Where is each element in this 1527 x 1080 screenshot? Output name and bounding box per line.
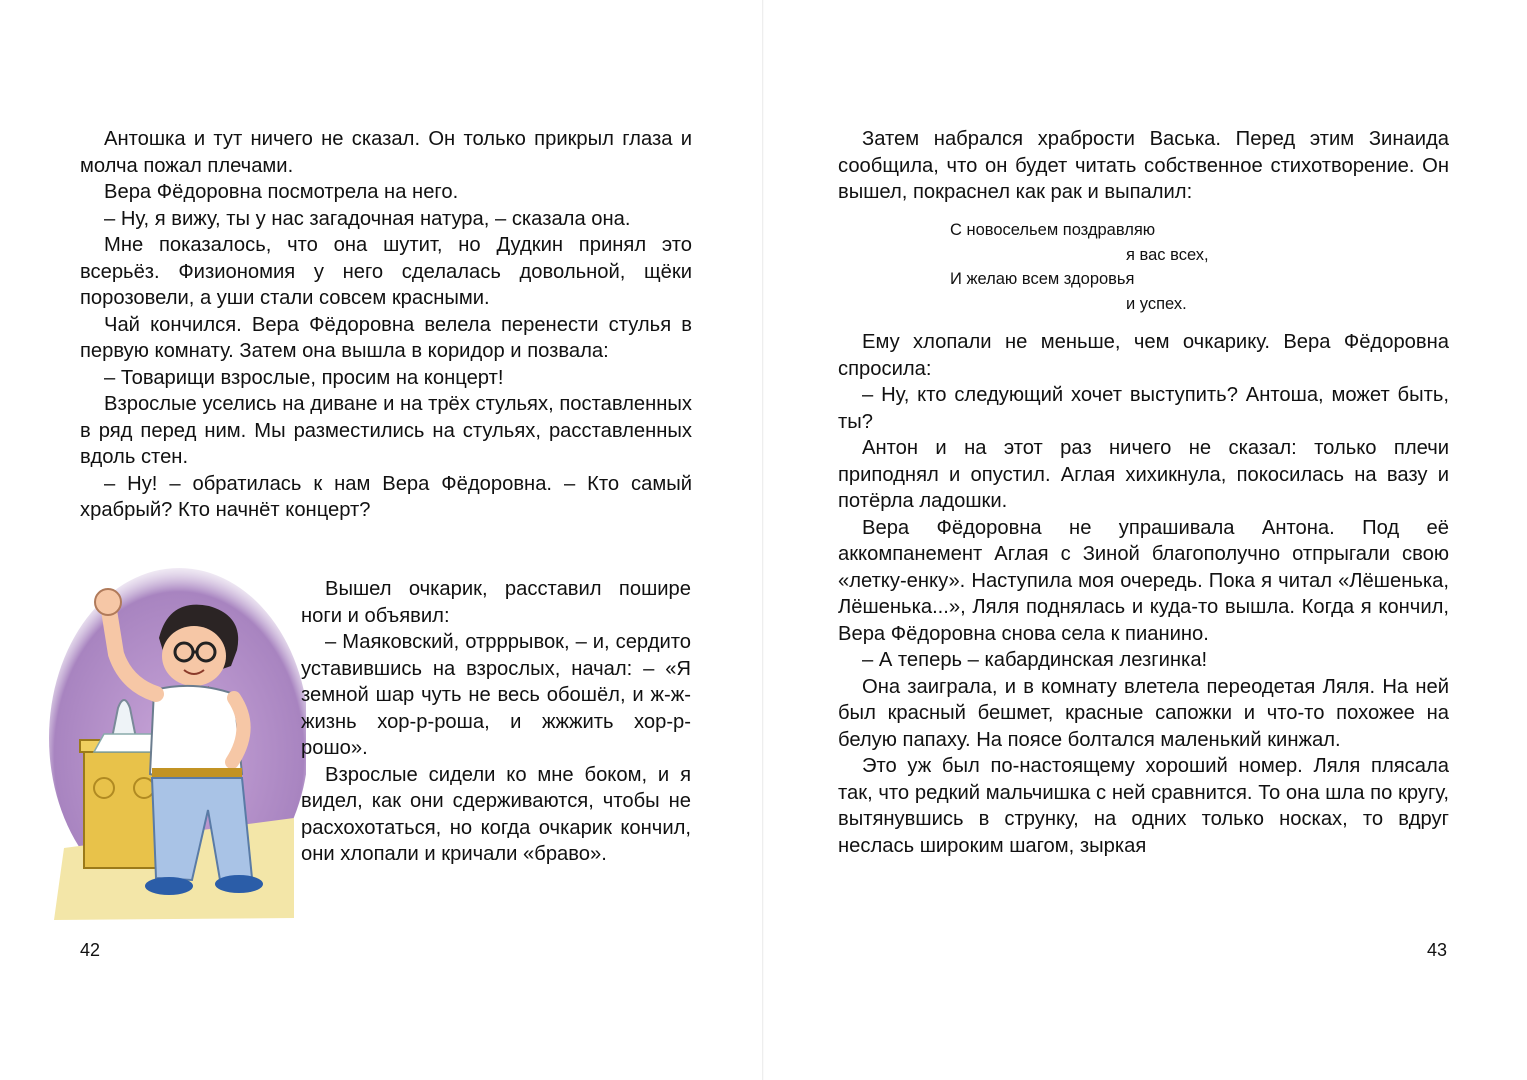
paragraph: – Ну, я вижу, ты у нас загадочная натура, – сказала она.	[104, 207, 631, 230]
paragraph: – Ну! – обратилась к нам Вера Фёдоровна. – Кто самый храбрый? Кто начнёт концерт?	[80, 472, 692, 521]
paragraph: Мне показалось, что она шутит, но Дудкин принял это всерьёз. Физиономия у него сделалась довольной, щёки порозовели, а уши стали совсем красными.	[80, 234, 692, 309]
paragraph: Затем набрался храбрости Васька. Перед этим Зинаида сообщила, что он будет читать собственное стихотворение. Он вышел, покраснел как рак и выпалил:	[838, 128, 1449, 203]
paragraph: – А теперь – кабардинская лезгинка!	[862, 649, 1208, 671]
paragraph: – Товарищи взрослые, просим на концерт!	[104, 366, 504, 389]
page-number-left: 42	[80, 940, 101, 960]
poem	[950, 218, 1209, 316]
paragraph: Взрослые уселись на диване и на трёх стульях, поставленных в ряд перед ним. Мы разместились на стульях, расставленных вдоль стен.	[80, 393, 692, 468]
paragraph: Вера Фёдоровна посмотрела на него.	[104, 181, 459, 203]
right-intro-text	[838, 126, 1449, 206]
paragraph: Вышел очкарик, расставил пошире ноги и объявил:	[301, 578, 691, 627]
paragraph: Взрослые сидели ко мне боком, и я видел, как они сдерживаются, чтобы не расхохотаться, но когда очкарик кончил, они хлопали и кричали «браво».	[301, 763, 691, 865]
poem-line: я вас всех,	[1126, 245, 1209, 264]
right-text-block	[838, 329, 1449, 859]
paragraph: – Маяковский, отрррывок, – и, сердито уставившись на взрослых, начал: – «Я земной шар чуть не весь обошёл, и ж-ж-жизнь хор-р-роша, и жжжить хор-р-рошо».	[301, 631, 691, 759]
paragraph: Она заиграла, и в комнату влетела переодетая Ляля. На ней был красный бешмет, красные сапожки и что-то похожее на белую папаху. На поясе болтался маленький кинжал.	[838, 675, 1449, 751]
paragraph: Вера Фёдоровна не упрашивала Антона. Под её аккомпанемент Аглая с Зиной благополучно отпрыгали свою «летку-енку». Наступила моя очередь. Пока я читал «Лёшенька, Лёшенька...», Ляля поднялась и куда-то вышла. Когда я кончил, Вера Фёдоровна снова села к пианино.	[838, 516, 1449, 645]
paragraph: Чай кончился. Вера Фёдоровна велела перенести стулья в первую комнату. Затем она вышла в коридор и позвала:	[80, 313, 692, 362]
paragraph: Антошка и тут ничего не сказал. Он только прикрыл глаза и молча пожал плечами.	[80, 128, 692, 177]
poem-line: С новосельем поздравляю	[950, 221, 1156, 239]
poem-line: И желаю всем здоровья	[950, 270, 1135, 288]
paragraph: Это уж был по-настоящему хороший номер. Ляля плясала так, что редкий мальчишка с ней сравнится. То она шла по кругу, вытянувшись в струнку, на одних только носках, то вдруг неслась широким шагом, зыркая	[838, 755, 1449, 857]
paragraph: Ему хлопали не меньше, чем очкарику. Вера Фёдоровна спросила:	[838, 331, 1449, 380]
poem-line: и успех.	[1126, 294, 1187, 313]
paragraph: Антон и на этот раз ничего не сказал: только плечи приподнял и опустил. Аглая хихикнула, покосилась на вазу и потёрла ладошки.	[838, 437, 1449, 512]
page-number-right: 43	[1427, 940, 1448, 960]
paragraph: – Ну, кто следующий хочет выступить? Антоша, может быть, ты?	[838, 384, 1449, 433]
